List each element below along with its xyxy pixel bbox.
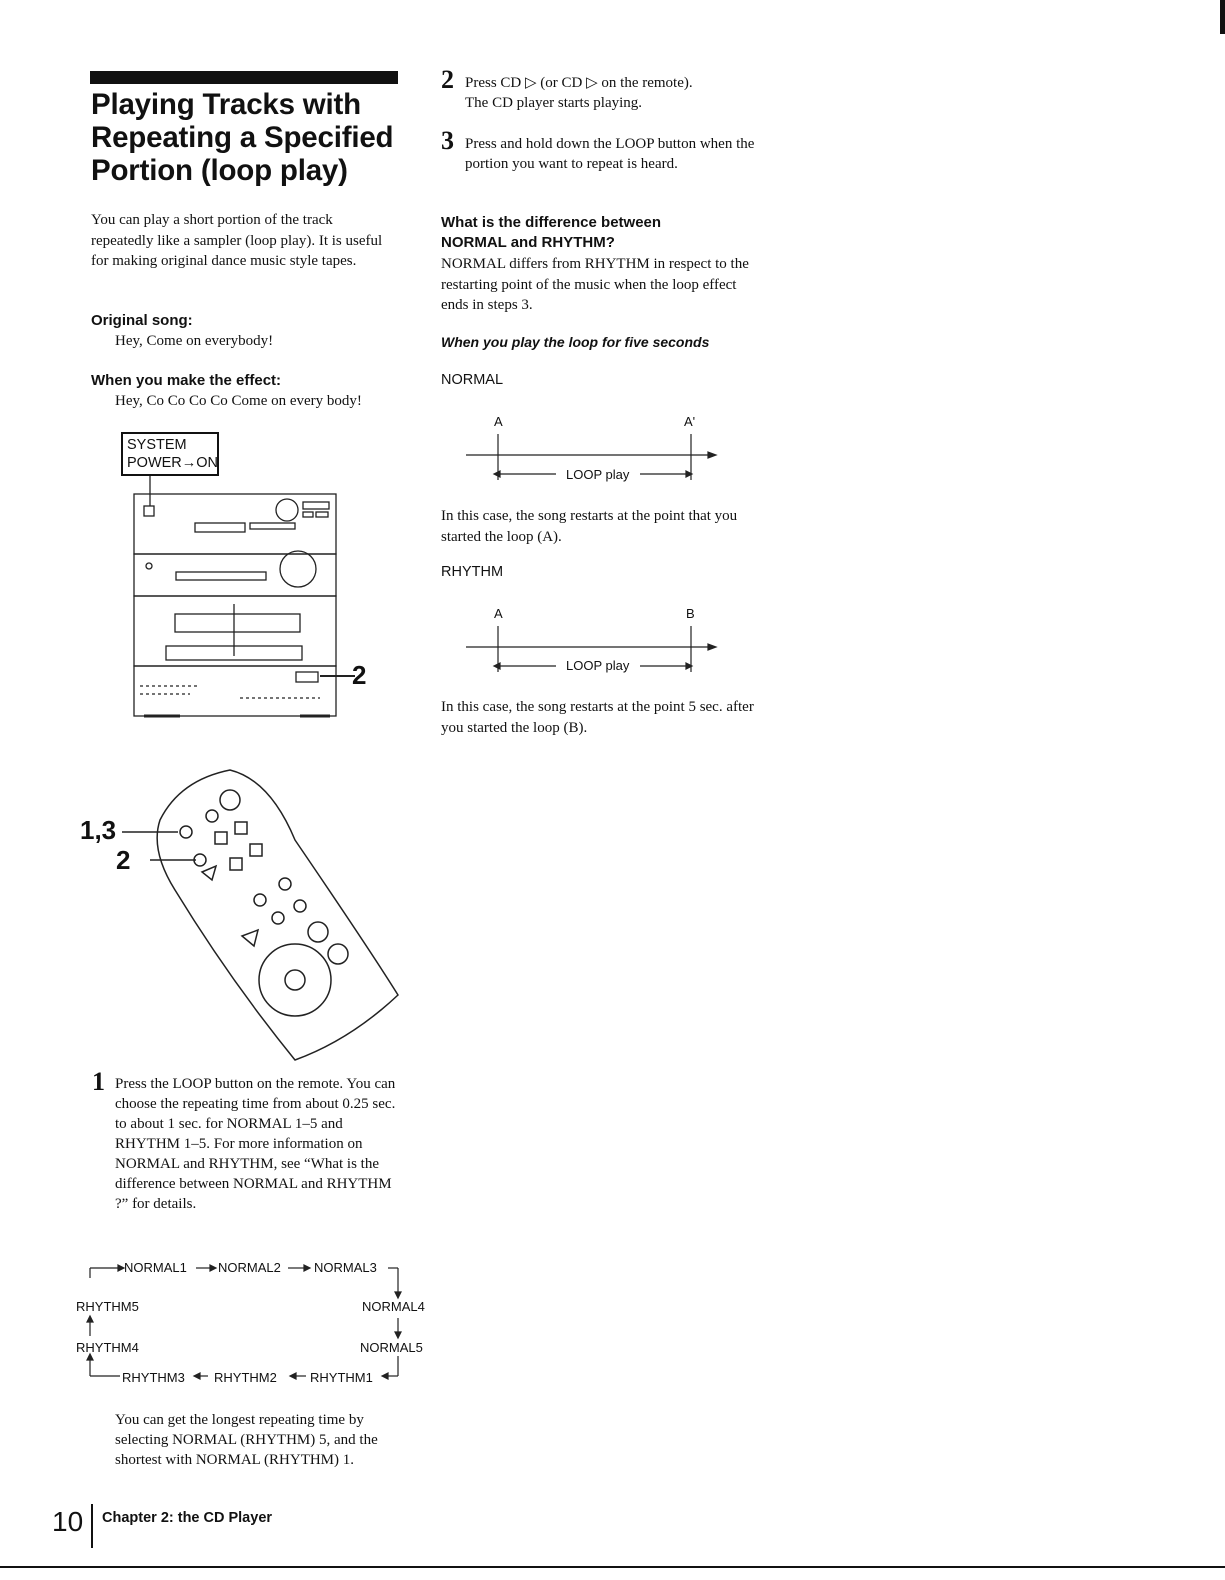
remote-control-illustration — [120, 760, 410, 1070]
step-2-line-1: Press CD ▷ (or CD ▷ on the remote). — [465, 75, 693, 91]
cycle-rhythm5: RHYTHM5 — [76, 1299, 139, 1314]
page-title: Playing Tracks with Repeating a Specified Portion (loop play) — [91, 88, 394, 187]
original-song-heading: Original song: — [91, 312, 193, 329]
longest-time-note: You can get the longest repeating time by selecting NORMAL (RHYTHM) 5, and the shortest with NORMAL (RHYTHM) 1. — [115, 1412, 378, 1468]
effect-heading: When you make the effect: — [91, 372, 282, 389]
normal-note: In this case, the song restarts at the point that you started the loop (A). — [441, 508, 738, 545]
chapter-label: Chapter 2: the CD Player — [102, 1510, 273, 1526]
cycle-normal4: NORMAL4 — [362, 1299, 425, 1314]
cycle-rhythm3: RHYTHM3 — [122, 1370, 185, 1385]
title-rule — [90, 71, 398, 84]
remote-callout-1-3: 1,3 — [80, 815, 117, 845]
cycle-rhythm2: RHYTHM2 — [214, 1370, 277, 1385]
rhythm-point-b: B — [686, 606, 695, 621]
loop-mode-cycle-diagram — [60, 1256, 440, 1396]
rhythm-loop-label: LOOP play — [566, 658, 630, 673]
rhythm-diagram-label: RHYTHM — [441, 564, 504, 580]
five-seconds-heading: When you play the loop for five seconds — [441, 334, 710, 350]
step-1-text: Press the LOOP button on the remote. You can choose the repeating time from about 0.25 sec. to about 1 sec. for NORMAL 1–5 and RHYTHM 1–5. For more information on NORMAL and RHYTHM, see “What is the difference between NORMAL and RHYTHM ?” for details. — [115, 1076, 396, 1212]
stereo-system-illustration — [120, 476, 380, 746]
cycle-normal1: NORMAL1 — [124, 1260, 187, 1275]
rhythm-note: In this case, the song restarts at the point 5 sec. after you started the loop (B). — [441, 699, 754, 736]
cycle-normal3: NORMAL3 — [314, 1260, 377, 1275]
cycle-rhythm1: RHYTHM1 — [310, 1370, 373, 1385]
step-2-line-2: The CD player starts playing. — [465, 95, 643, 111]
effect-text: Hey, Co Co Co Co Come on every body! — [115, 393, 362, 409]
intro-paragraph: You can play a short portion of the track repeatedly like a sampler (loop play). It is useful for making original dance music style tapes. — [91, 212, 383, 269]
power-on-label: POWER→ON — [127, 455, 219, 471]
remote-callout-2: 2 — [116, 845, 131, 875]
cycle-normal5: NORMAL5 — [360, 1340, 423, 1355]
bottom-rule — [0, 1566, 1225, 1568]
step-1-number: 1 — [92, 1067, 105, 1096]
difference-text: NORMAL differs from RHYTHM in respect to the restarting point of the music when the loop effect ends in steps 3. — [441, 256, 749, 313]
step-3-number: 3 — [441, 126, 454, 155]
system-power-label-box — [121, 432, 219, 476]
cycle-normal2: NORMAL2 — [218, 1260, 281, 1275]
footer-divider — [91, 1504, 93, 1548]
normal-point-a: A — [494, 414, 503, 429]
system-label: SYSTEM — [127, 437, 187, 453]
step-2-number: 2 — [441, 65, 454, 94]
page-number: 10 — [52, 1506, 84, 1537]
normal-point-a-prime: A' — [684, 414, 696, 429]
normal-diagram-label: NORMAL — [441, 372, 504, 388]
corner-mark — [1220, 0, 1225, 34]
step-3-text: Press and hold down the LOOP button when the portion you want to repeat is heard. — [465, 136, 755, 172]
rhythm-point-a: A — [494, 606, 503, 621]
cycle-rhythm4: RHYTHM4 — [76, 1340, 139, 1355]
original-song-text: Hey, Come on everybody! — [115, 333, 274, 349]
normal-loop-label: LOOP play — [566, 467, 630, 482]
difference-heading-1: What is the difference between — [441, 214, 662, 231]
difference-heading-2: NORMAL and RHYTHM? — [441, 234, 615, 251]
stereo-callout-2: 2 — [352, 660, 367, 690]
